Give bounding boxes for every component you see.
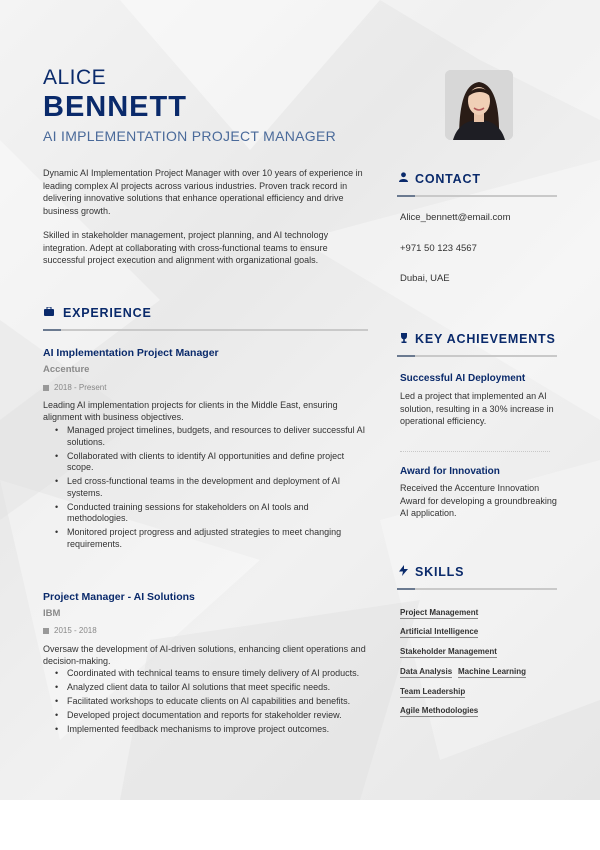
- skills-heading: SKILLS: [415, 565, 465, 579]
- skills-divider: [397, 588, 557, 590]
- job-title-header: AI IMPLEMENTATION PROJECT MANAGER: [43, 128, 337, 144]
- job-description: Oversaw the development of AI-driven solutions, enhancing client operations and decision-making.: [43, 644, 366, 666]
- achievement-title: Award for Innovation: [400, 466, 500, 477]
- person-icon: [399, 172, 408, 185]
- job-title: AI Implementation Project Manager: [43, 347, 219, 359]
- skill-tag: Artificial Intelligence: [400, 627, 479, 636]
- list-item: • Facilitated workshops to educate clients on AI capabilities and benefits.: [55, 696, 368, 708]
- list-item: • Led cross-functional teams in the development and deployment of AI systems.: [55, 476, 368, 499]
- summary-paragraph: Skilled in stakeholder management, project planning, and AI technology integration. Adept at collaborating with cross-functional teams to ensure successful project execution and alignment with organizational goals.: [43, 230, 329, 265]
- skill-tag: Project Management: [400, 608, 479, 617]
- first-name: ALICE: [43, 66, 107, 89]
- company-name: Accenture: [43, 364, 90, 375]
- job-bullets: [55, 668, 368, 738]
- briefcase-icon: [44, 307, 54, 319]
- profile-photo: [445, 70, 513, 140]
- list-item: • Conducted training sessions for stakeholders on AI tools and methodologies.: [55, 502, 368, 525]
- contact-location: Dubai, UAE: [400, 273, 450, 284]
- contact-heading: CONTACT: [415, 172, 481, 186]
- lightning-icon: [399, 565, 408, 579]
- skill-tag: Data Analysis: [400, 667, 453, 676]
- job-title: Project Manager - AI Solutions: [43, 591, 195, 603]
- job-dates: [43, 626, 97, 635]
- job-dates-text: 2015 - 2018: [54, 626, 97, 635]
- job-description: Leading AI implementation projects for clients in the Middle East, ensuring alignment with business objectives.: [43, 400, 338, 422]
- experience-divider: [43, 329, 368, 331]
- achievements-divider: [397, 355, 557, 357]
- job-dates: [43, 383, 106, 392]
- job-bullets: [55, 425, 368, 553]
- achievement-description: Received the Accenture Innovation Award for developing a groundbreaking AI application.: [400, 483, 557, 518]
- profile-summary: [43, 167, 368, 279]
- trophy-icon: [399, 333, 409, 346]
- achievement-separator: [400, 451, 550, 452]
- job-dates-text: 2018 - Present: [54, 383, 107, 392]
- list-item: • Implemented feedback mechanisms to improve project outcomes.: [55, 724, 368, 736]
- last-name: BENNETT: [43, 91, 187, 123]
- skill-tag: Machine Learning: [458, 667, 527, 676]
- contact-email[interactable]: Alice_bennett@email.com: [400, 212, 511, 223]
- list-item: • Managed project timelines, budgets, and resources to deliver successful AI solutions.: [55, 425, 368, 448]
- contact-phone[interactable]: +971 50 123 4567: [400, 243, 477, 254]
- list-item: • Analyzed client data to tailor AI solutions that meet specific needs.: [55, 682, 368, 694]
- contact-divider: [397, 195, 557, 197]
- achievement-title: Successful AI Deployment: [400, 373, 526, 384]
- list-item: • Monitored project progress and adjusted strategies to meet changing requirements.: [55, 527, 368, 550]
- skill-tag: Stakeholder Management: [400, 647, 497, 656]
- skill-tag: Team Leadership: [400, 687, 466, 696]
- list-item: • Coordinated with technical teams to ensure timely delivery of AI products.: [55, 668, 368, 680]
- calendar-icon: [43, 385, 49, 391]
- list-item: • Developed project documentation and reports for stakeholder review.: [55, 710, 368, 722]
- achievements-heading: KEY ACHIEVEMENTS: [415, 332, 556, 346]
- calendar-icon: [43, 628, 49, 634]
- skill-tag: Agile Methodologies: [400, 706, 479, 715]
- list-item: • Collaborated with clients to identify AI opportunities and define project scope.: [55, 451, 368, 474]
- summary-paragraph: Dynamic AI Implementation Project Manager with over 10 years of experience in leading complex AI projects across various industries. Proven track record in delivering innovative solutions that enhance operational efficiency and drive business growth.: [43, 168, 363, 216]
- company-name: IBM: [43, 608, 61, 619]
- achievement-description: Led a project that implemented an AI solution, resulting in a 30% increase in operational efficiency.: [400, 391, 554, 426]
- experience-heading: EXPERIENCE: [63, 306, 152, 320]
